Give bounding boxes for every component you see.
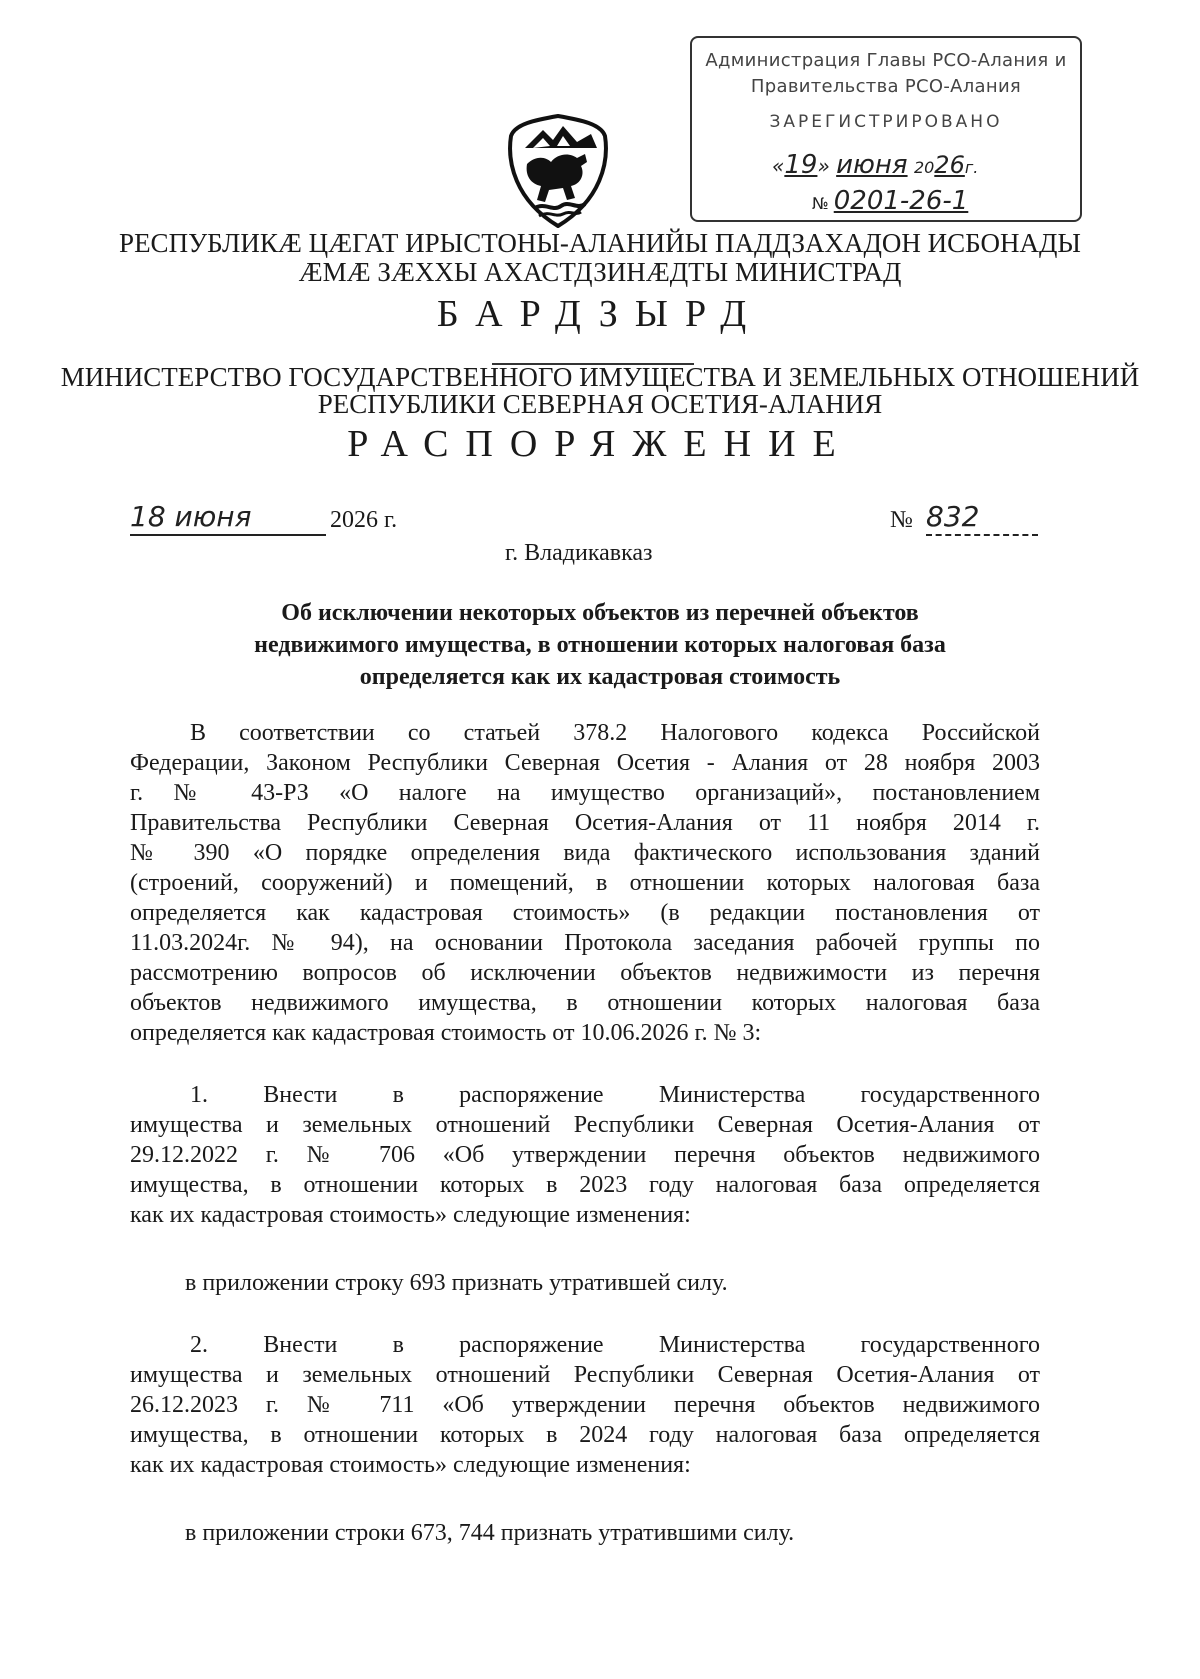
registration-stamp xyxy=(690,36,1082,222)
item-1-line: имущества и земельных отношений Республики Северная Осетия-Алания от xyxy=(130,1112,1040,1138)
russian-ministry-line2: РЕСПУБЛИКИ СЕВЕРНАЯ ОСЕТИЯ-АЛАНИЯ xyxy=(317,389,883,419)
preamble-line: В соответствии со статьей 378.2 Налогового кодекса Российской xyxy=(190,720,1040,746)
document-date-suffix: 2026 г. xyxy=(330,507,398,533)
stamp-date-day: 19 xyxy=(784,150,818,180)
subject-line-1: Об исключении некоторых объектов из перечней объектов xyxy=(281,600,919,626)
ossetian-ministry-line1: РЕСПУБЛИКӔ ЦӔГАТ ИРЫСТОНЫ-АЛАНИЙЫ ПАДДЗАХАДОН ИСБОНАДЫ xyxy=(119,228,1081,258)
item-2-change: в приложении строки 673, 744 признать утратившими силу. xyxy=(185,1520,795,1546)
document-date-handwritten: 18 июня xyxy=(130,504,326,536)
preamble-paragraph xyxy=(130,718,1040,1048)
stamp-org-line2: Правительства РСО-Алания xyxy=(750,76,1022,97)
preamble-line: 11.03.2024г. № 94), на основании Протокола заседания рабочей группы по xyxy=(130,930,1040,956)
item-1-change: в приложении строку 693 признать утратившей силу. xyxy=(185,1270,728,1296)
item-2-line: имущества, в отношении которых в 2024 году налоговая база определяется xyxy=(130,1422,1040,1448)
stamp-date-year-prefix: 20 xyxy=(913,158,935,177)
document-number-handwritten: 832 xyxy=(926,504,1038,536)
item-2-paragraph xyxy=(130,1330,1040,1480)
item-1-line: как их кадастровая стоимость» следующие изменения: xyxy=(130,1202,691,1228)
stamp-org-line1: Администрация Главы РСО-Алания и xyxy=(705,50,1067,71)
item-1-line: 1. Внести в распоряжение Министерства государственного xyxy=(190,1082,1040,1108)
stamp-date-close-quote: » xyxy=(817,154,830,178)
ossetian-doc-type: БАРДЗЫРД xyxy=(436,293,764,335)
russian-ministry-line1: МИНИСТЕРСТВО ГОСУДАРСТВЕННОГО ИМУЩЕСТВА И ЗЕМЕЛЬНЫХ ОТНОШЕНИЙ xyxy=(60,362,1140,392)
preamble-line: № 390 «О порядке определения вида фактического использования зданий xyxy=(130,840,1040,866)
preamble-line: определяется как кадастровая стоимость» (в редакции постановления от xyxy=(130,900,1040,926)
subject-line-3: определяется как их кадастровая стоимость xyxy=(359,664,841,690)
item-2-line: 2. Внести в распоряжение Министерства государственного xyxy=(190,1332,1040,1358)
item-1-line: имущества, в отношении которых в 2023 году налоговая база определяется xyxy=(130,1172,1040,1198)
document-subject xyxy=(180,597,1020,693)
ossetian-ministry-line2: ӔМӔ ЗӔХХЫ АХАСТДЗИНӔДТЫ МИНИСТРАД xyxy=(298,257,902,287)
stamp-date-open-quote: « xyxy=(772,154,785,178)
item-2-line: 26.12.2023 г. № 711 «Об утверждении перечня объектов недвижимого xyxy=(130,1392,1040,1418)
preamble-line: (строений, сооружений) и помещений, в отношении которых налоговая база xyxy=(130,870,1040,896)
item-2-line: имущества и земельных отношений Республики Северная Осетия-Алания от xyxy=(130,1362,1040,1388)
preamble-line: объектов недвижимого имущества, в отношении которых налоговая база xyxy=(130,990,1040,1016)
stamp-registered-label: ЗАРЕГИСТРИРОВАНО xyxy=(769,112,1003,132)
stamp-number xyxy=(812,186,968,216)
preamble-line: определяется как кадастровая стоимость от 10.06.2026 г. № 3: xyxy=(130,1020,762,1046)
russian-doc-type: РАСПОРЯЖЕНИЕ xyxy=(347,423,853,465)
stamp-number-prefix: № xyxy=(812,194,829,213)
document-number-prefix: № xyxy=(890,507,913,533)
preamble-line: рассмотрению вопросов об исключении объектов недвижимости из перечня xyxy=(130,960,1040,986)
stamp-date-year-suffix: г. xyxy=(964,158,979,177)
item-1-line: 29.12.2022 г. № 706 «Об утверждении перечня объектов недвижимого xyxy=(130,1142,1040,1168)
subject-line-2: недвижимого имущества, в отношении которых налоговая база xyxy=(254,632,946,658)
preamble-line: г. № 43-РЗ «О налоге на имущество организаций», постановлением xyxy=(130,780,1040,806)
preamble-line: Федерации, Законом Республики Северная Осетия - Алания от 28 ноября 2003 xyxy=(130,750,1040,776)
coat-of-arms-emblem xyxy=(505,114,611,228)
stamp-date xyxy=(772,150,978,180)
stamp-number-value: 0201-26-1 xyxy=(833,186,969,216)
item-1-paragraph xyxy=(130,1080,1040,1230)
document-city: г. Владикавказ xyxy=(505,540,653,566)
stamp-date-year-hand: 26 xyxy=(934,151,965,179)
preamble-line: Правительства Республики Северная Осетия-Алания от 11 ноября 2014 г. xyxy=(130,810,1040,836)
item-2-line: как их кадастровая стоимость» следующие изменения: xyxy=(130,1452,691,1478)
stamp-date-month: июня xyxy=(836,150,908,180)
